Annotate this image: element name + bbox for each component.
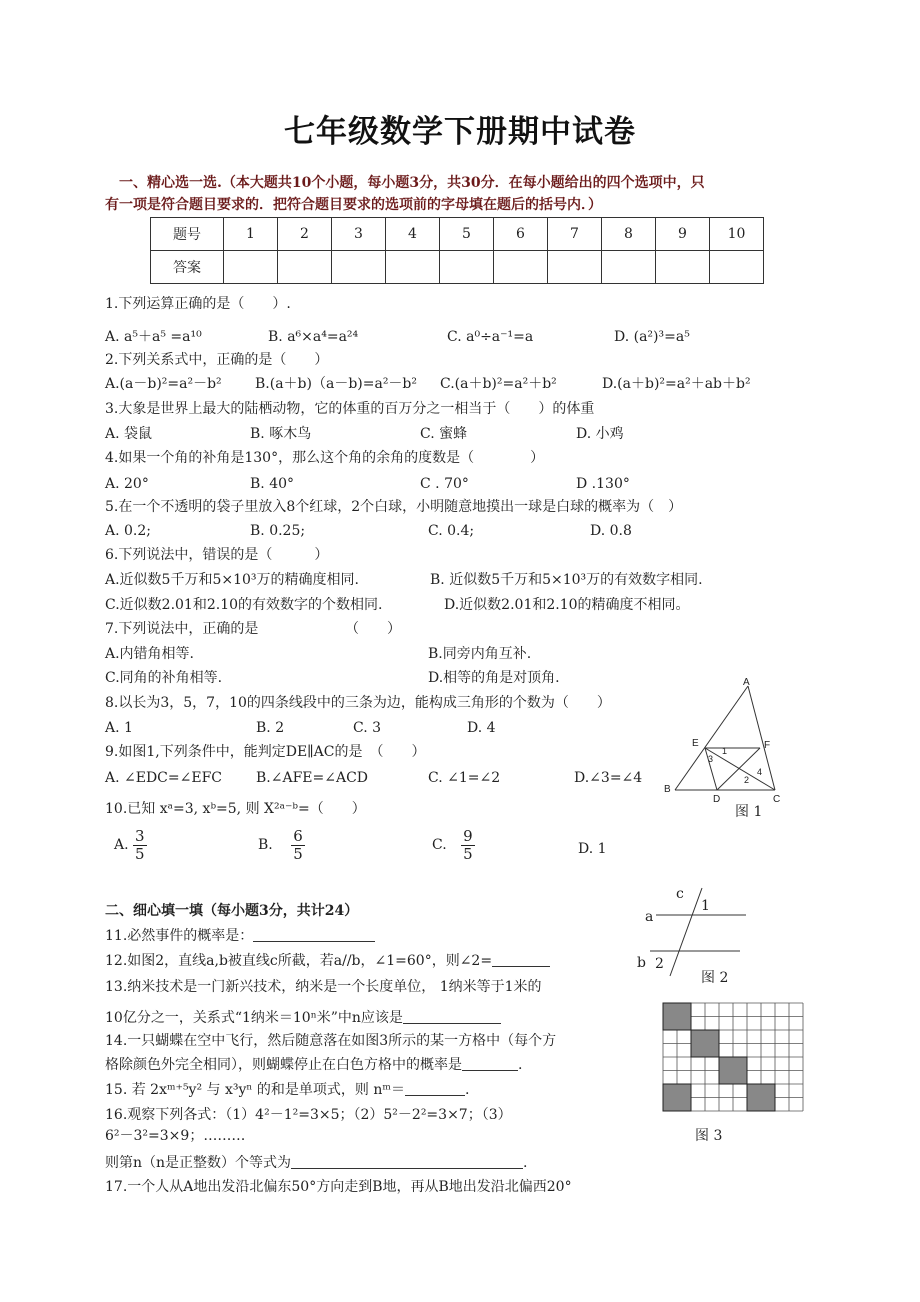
question-14-line1: 14.一只蝴蝶在空中飞行，然后随意落在如图3所示的某一方格中（每个方	[105, 1033, 557, 1049]
question-16-line2: 6²－3²=3×9；………	[105, 1128, 246, 1144]
table-row-label: 答案	[151, 251, 224, 284]
question-4-stem: 4.如果一个角的补角是130°，那么这个角的余角的度数是（ ）	[105, 450, 545, 466]
answer-blank[interactable]	[403, 1023, 501, 1024]
numerator: 3	[135, 827, 145, 845]
figure-3-grid	[662, 1002, 804, 1114]
page-title: 七年级数学下册期中试卷	[284, 114, 636, 150]
question-15-stem: 15. 若 2xᵐ⁺⁵y² 与 x³yⁿ 的和是单项式，则 nᵐ＝	[105, 1082, 405, 1098]
question-3-option-d: D. 小鸡	[576, 426, 624, 442]
question-7-option-a: A.内错角相等.	[105, 646, 195, 662]
fig1-label-f: F	[764, 740, 771, 751]
answer-blank[interactable]	[405, 1095, 465, 1096]
question-16-stem: 则第n（n是正整数）个等式为	[105, 1155, 292, 1171]
question-1-stem: 1.下列运算正确的是（ ）.	[105, 296, 291, 312]
question-9-stem: 9.如图1,下列条件中，能判定DE∥AC的是 （ ）	[105, 744, 426, 760]
numerator: 6	[293, 827, 303, 845]
question-6-option-d: D.近似数2.01和2.10的精确度不相同。	[444, 597, 690, 613]
question-8-option-d: D. 4	[467, 720, 496, 736]
denominator: 5	[463, 844, 473, 863]
answer-blank[interactable]	[462, 1070, 518, 1071]
question-4-option-b: B. 40°	[250, 476, 295, 492]
section1-header-line1: 一、精心选一选.（本大题共10个小题，每小题3分，共30分．在每小题给出的四个选项中，只	[119, 175, 705, 191]
question-9-option-d: D.∠3=∠4	[574, 770, 643, 786]
fig1-label-a: A	[743, 677, 750, 688]
question-3-option-c: C. 蜜蜂	[420, 426, 468, 442]
punctuation: .	[518, 1057, 523, 1073]
question-14-line2	[105, 1058, 522, 1072]
answer-cell[interactable]	[656, 251, 710, 284]
question-5-option-a: A. 0.2;	[105, 523, 151, 539]
question-8-option-a: A. 1	[105, 720, 133, 736]
table-row	[151, 218, 764, 251]
question-8-option-b: B. 2	[256, 720, 285, 736]
question-13-line2	[105, 1011, 501, 1025]
table-cell: 4	[386, 218, 440, 251]
answer-cell[interactable]	[548, 251, 602, 284]
fig2-label-a: a	[645, 909, 654, 925]
question-2-stem: 2.下列关系式中，正确的是（ ）	[105, 352, 329, 368]
table-cell: 7	[548, 218, 602, 251]
question-6-option-c: C.近似数2.01和2.10的有效数字的个数相同.	[105, 597, 383, 613]
figure-1-caption: 图 1	[735, 804, 763, 820]
question-13-stem: 10亿分之一，关系式“1纳米＝10ⁿ米”中n应该是	[105, 1010, 403, 1026]
question-7-stem: 7.下列说法中，正确的是	[105, 621, 259, 637]
punctuation: .	[523, 1155, 528, 1171]
question-1-option-c: C. a⁰÷a⁻¹=a	[447, 329, 534, 345]
fig1-label-c: C	[773, 794, 781, 805]
question-8-option-c: C. 3	[353, 720, 382, 736]
table-cell: 5	[440, 218, 494, 251]
figure-2-caption: 图 2	[701, 970, 729, 986]
question-10-stem: 10.已知 xᵃ=3, xᵇ=5, 则 X²ᵃ⁻ᵇ=（ ）	[105, 801, 366, 817]
table-cell: 6	[494, 218, 548, 251]
question-14-stem: 格除颜色外完全相同），则蝴蝶停止在白色方格中的概率是	[105, 1057, 462, 1073]
question-5-option-c: C. 0.4;	[428, 523, 475, 539]
answer-cell[interactable]	[224, 251, 278, 284]
question-2-option-b: B.(a＋b)（a－b)=a²－b²	[255, 376, 418, 392]
question-2-option-a: A.(a－b)²=a²－b²	[105, 376, 222, 392]
question-9-option-b: B.∠AFE=∠ACD	[256, 770, 369, 786]
question-3-stem: 3.大象是世界上最大的陆栖动物，它的体重的百万分之一相当于（ ）的体重	[105, 401, 595, 417]
shaded-cell	[663, 1084, 691, 1111]
question-5-option-b: B. 0.25;	[250, 523, 306, 539]
option-label: A.	[114, 837, 129, 853]
question-11	[105, 929, 375, 943]
table-cell: 10	[710, 218, 764, 251]
answer-cell[interactable]	[386, 251, 440, 284]
answer-cell[interactable]	[494, 251, 548, 284]
question-12	[105, 954, 550, 968]
question-7-option-d: D.相等的角是对顶角.	[428, 670, 560, 686]
answer-cell[interactable]	[440, 251, 494, 284]
question-6-option-a: A.近似数5千万和5×10³万的精确度相同.	[105, 572, 359, 588]
option-label: B.	[258, 837, 273, 853]
denominator: 5	[135, 844, 145, 863]
question-4-option-c: C . 70°	[420, 476, 469, 492]
question-2-option-d: D.(a＋b)²=a²＋ab＋b²	[602, 376, 751, 392]
question-10-option-d: D. 1	[578, 841, 607, 857]
question-11-stem: 11.必然事件的概率是：	[105, 928, 254, 944]
fig1-label-d: D	[713, 794, 721, 805]
question-16-line3	[105, 1156, 528, 1170]
figure-3-caption: 图 3	[695, 1128, 723, 1144]
question-8-stem: 8.以长为3，5，7，10的四条线段中的三条为边，能构成三角形的个数为（ ）	[105, 695, 611, 711]
answer-cell[interactable]	[332, 251, 386, 284]
fig2-label-2: 2	[655, 956, 664, 972]
fig1-label-b: B	[664, 784, 671, 795]
question-3-option-b: B. 啄木鸟	[250, 426, 312, 442]
question-10-option-b	[258, 828, 305, 862]
fraction	[461, 828, 475, 862]
table-row	[151, 251, 764, 284]
question-17-stem: 17.一个人从A地出发沿北偏东50°方向走到B地，再从B地出发沿北偏西20°	[105, 1179, 572, 1195]
fig1-angle-3: 3	[708, 754, 714, 764]
answer-cell[interactable]	[602, 251, 656, 284]
question-1-option-d: D. (a²)³=a⁵	[614, 329, 690, 345]
question-15	[105, 1083, 469, 1097]
fig1-angle-2: 2	[744, 775, 750, 785]
numerator: 9	[463, 827, 473, 845]
question-13-line1: 13.纳米技术是一门新兴技术，纳米是一个长度单位， 1纳米等于1米的	[105, 979, 542, 995]
table-cell: 3	[332, 218, 386, 251]
answer-blank[interactable]	[291, 1168, 523, 1169]
figure-1-triangle	[655, 672, 785, 802]
question-4-option-a: A. 20°	[105, 476, 149, 492]
answer-cell[interactable]	[710, 251, 764, 284]
shaded-cell	[691, 1030, 719, 1057]
section2-header: 二、细心填一填（每小题3分，共计24）	[105, 903, 359, 919]
question-10-option-a	[114, 828, 147, 862]
question-4-option-d: D .130°	[576, 476, 630, 492]
shaded-cell	[719, 1057, 747, 1084]
fig1-angle-4: 4	[757, 767, 763, 777]
fig2-label-c: c	[676, 886, 684, 902]
denominator: 5	[293, 844, 303, 863]
answer-blank[interactable]	[492, 966, 550, 967]
question-2-option-c: C.(a＋b)²=a²＋b²	[440, 376, 557, 392]
answer-cell[interactable]	[278, 251, 332, 284]
question-12-stem: 12.如图2，直线a,b被直线c所截，若a//b，∠1=60°，则∠2=	[105, 953, 493, 969]
fig2-label-b: b	[637, 955, 646, 971]
shaded-cell	[747, 1084, 775, 1111]
fraction	[133, 828, 147, 862]
answer-blank[interactable]	[253, 941, 375, 942]
answer-table	[150, 217, 764, 284]
question-6-stem: 6.下列说法中，错误的是（ ）	[105, 547, 329, 563]
question-1-option-a: A. a⁵＋a⁵ =a¹⁰	[105, 329, 202, 345]
question-10-option-c	[432, 828, 475, 862]
table-cell: 1	[224, 218, 278, 251]
question-5-option-d: D. 0.8	[590, 523, 632, 539]
table-row-label: 题号	[151, 218, 224, 251]
table-cell: 9	[656, 218, 710, 251]
fig2-label-1: 1	[701, 898, 710, 914]
question-7-paren: （ ）	[345, 621, 401, 637]
fig1-label-e: E	[692, 738, 699, 749]
option-label: C.	[432, 837, 447, 853]
punctuation: .	[464, 1082, 470, 1098]
question-3-option-a: A. 袋鼠	[105, 426, 153, 442]
question-1-option-b: B. a⁶×a⁴=a²⁴	[268, 329, 359, 345]
fraction	[291, 828, 305, 862]
question-6-option-b: B. 近似数5千万和5×10³万的有效数字相同.	[430, 572, 703, 588]
question-9-option-c: C. ∠1=∠2	[428, 770, 501, 786]
question-7-option-b: B.同旁内角互补.	[428, 646, 532, 662]
table-cell: 2	[278, 218, 332, 251]
table-cell: 8	[602, 218, 656, 251]
fig1-angle-1: 1	[722, 746, 728, 756]
question-7-option-c: C.同角的补角相等.	[105, 670, 223, 686]
question-5-stem: 5.在一个不透明的袋子里放入8个红球，2个白球，小明随意地摸出一球是白球的概率为（ ）	[105, 499, 683, 515]
question-9-option-a: A. ∠EDC=∠EFC	[105, 770, 223, 786]
section1-header-line2: 有一项是符合题目要求的．把符合题目要求的选项前的字母填在题后的括号内．）	[105, 197, 602, 213]
question-16-line1: 16.观察下列各式：（1）4²－1²=3×5；（2）5²－2²=3×7；（3）	[105, 1107, 512, 1123]
shaded-cell	[663, 1003, 691, 1030]
